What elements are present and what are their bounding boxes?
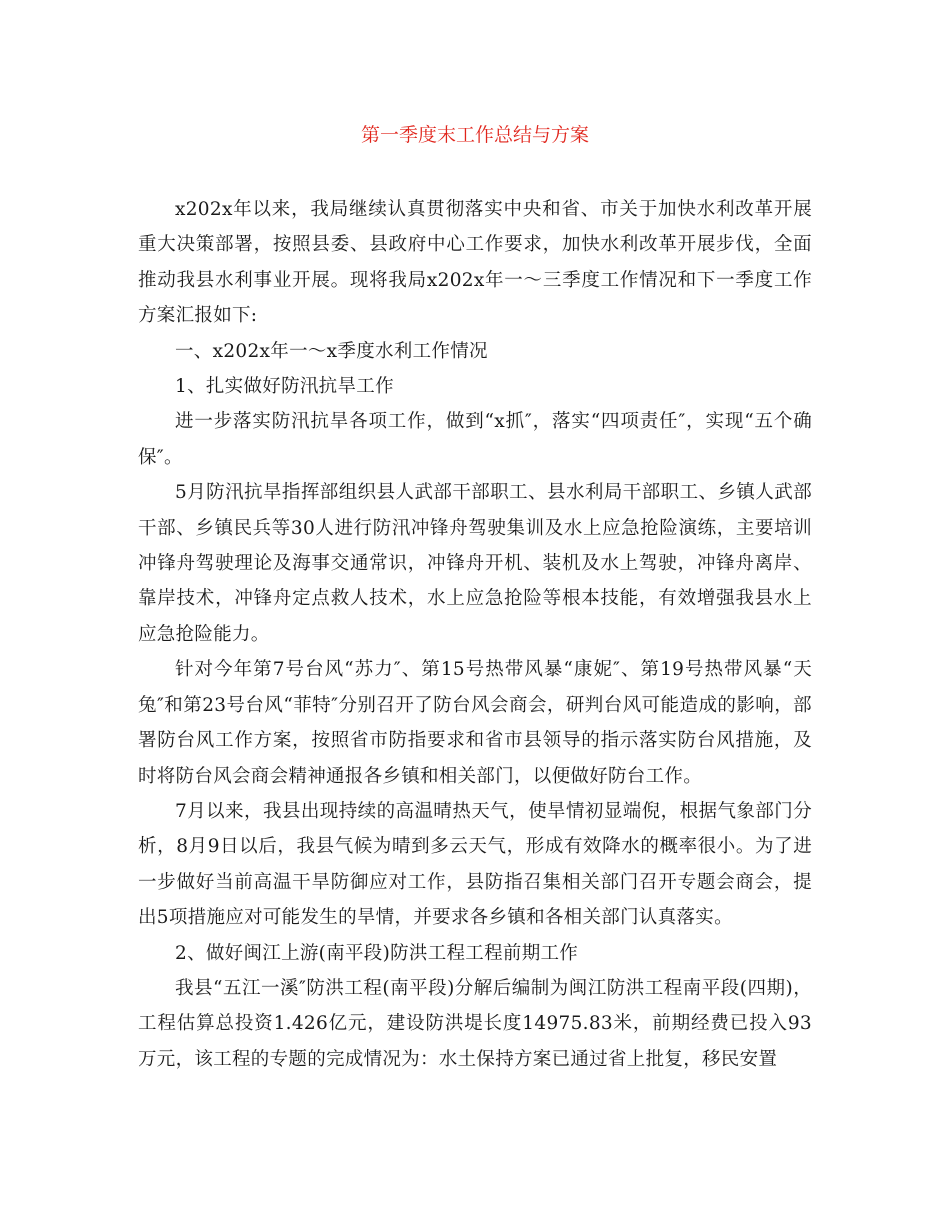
paragraph-flood-prevention: 进一步落实防汛抗旱各项工作，做到“x抓″，落实“四项责任″，实现“五个确保″。: [138, 411, 812, 468]
document-title: 第一季度末工作总结与方案: [360, 124, 589, 146]
paragraph-drought: 7月以来，我县出现持续的高温晴热天气，使旱情初显端倪，根据气象部门分析，8月9日以后，我县气候为晴到多云天气，形成有效降水的概率很小。为了进一步做好当前高温干旱防御应对工作，县防指召集相关部门召开专题会商会，提出5项措施应对可能发生的旱情，并要求各乡镇和各相关部门认真落实。: [138, 800, 812, 929]
paragraph-flood-project: 我县“五江一溪″防洪工程(南平段)分解后编制为闽江防洪工程南平段(四期)，工程估算总投资1.426亿元，建设防洪堤长度14975.83米，前期经费已投入93万元，该工程的专题的完成情况为：水土保持方案已通过省上批复，移民安置: [138, 977, 812, 1070]
subsection-heading-2: 2、做好闽江上游(南平段)防洪工程工程前期工作: [175, 942, 579, 964]
document-body: [138, 192, 812, 1077]
paragraph-typhoon: 针对今年第7号台风“苏力″、第15号热带风暴“康妮″、第19号热带风暴“天兔″和第23号台风“菲特″分别召开了防台风会商会，研判台风可能造成的影响，部署防台风工作方案，按照省市防指要求和省市县领导的指示落实防台风措施，及时将防台风会商会精神通报各乡镇和相关部门，以便做好防台工作。: [138, 659, 812, 787]
paragraph-training: 5月防汛抗旱指挥部组织县人武部干部职工、县水利局干部职工、乡镇人武部干部、乡镇民兵等30人进行防汛冲锋舟驾驶集训及水上应急抢险演练，主要培训冲锋舟驾驶理论及海事交通常识，冲锋舟开机、装机及水上驾驶，冲锋舟离岸、靠岸技术，冲锋舟定点救人技术，水上应急抢险等根本技能，有效增强我县水上应急抢险能力。: [138, 482, 812, 645]
subsection-heading-1: 1、扎实做好防汛抗旱工作: [175, 376, 394, 398]
paragraph-intro: x202x年以来，我局继续认真贯彻落实中央和省、市关于加快水利改革开展重大决策部署，按照县委、县政府中心工作要求，加快水利改革开展步伐，全面推动我县水利事业开展。现将我局x202x年一～三季度工作情况和下一季度工作方案汇报如下:: [138, 199, 812, 327]
section-heading-1: 一、x202x年一～x季度水利工作情况: [175, 340, 488, 362]
